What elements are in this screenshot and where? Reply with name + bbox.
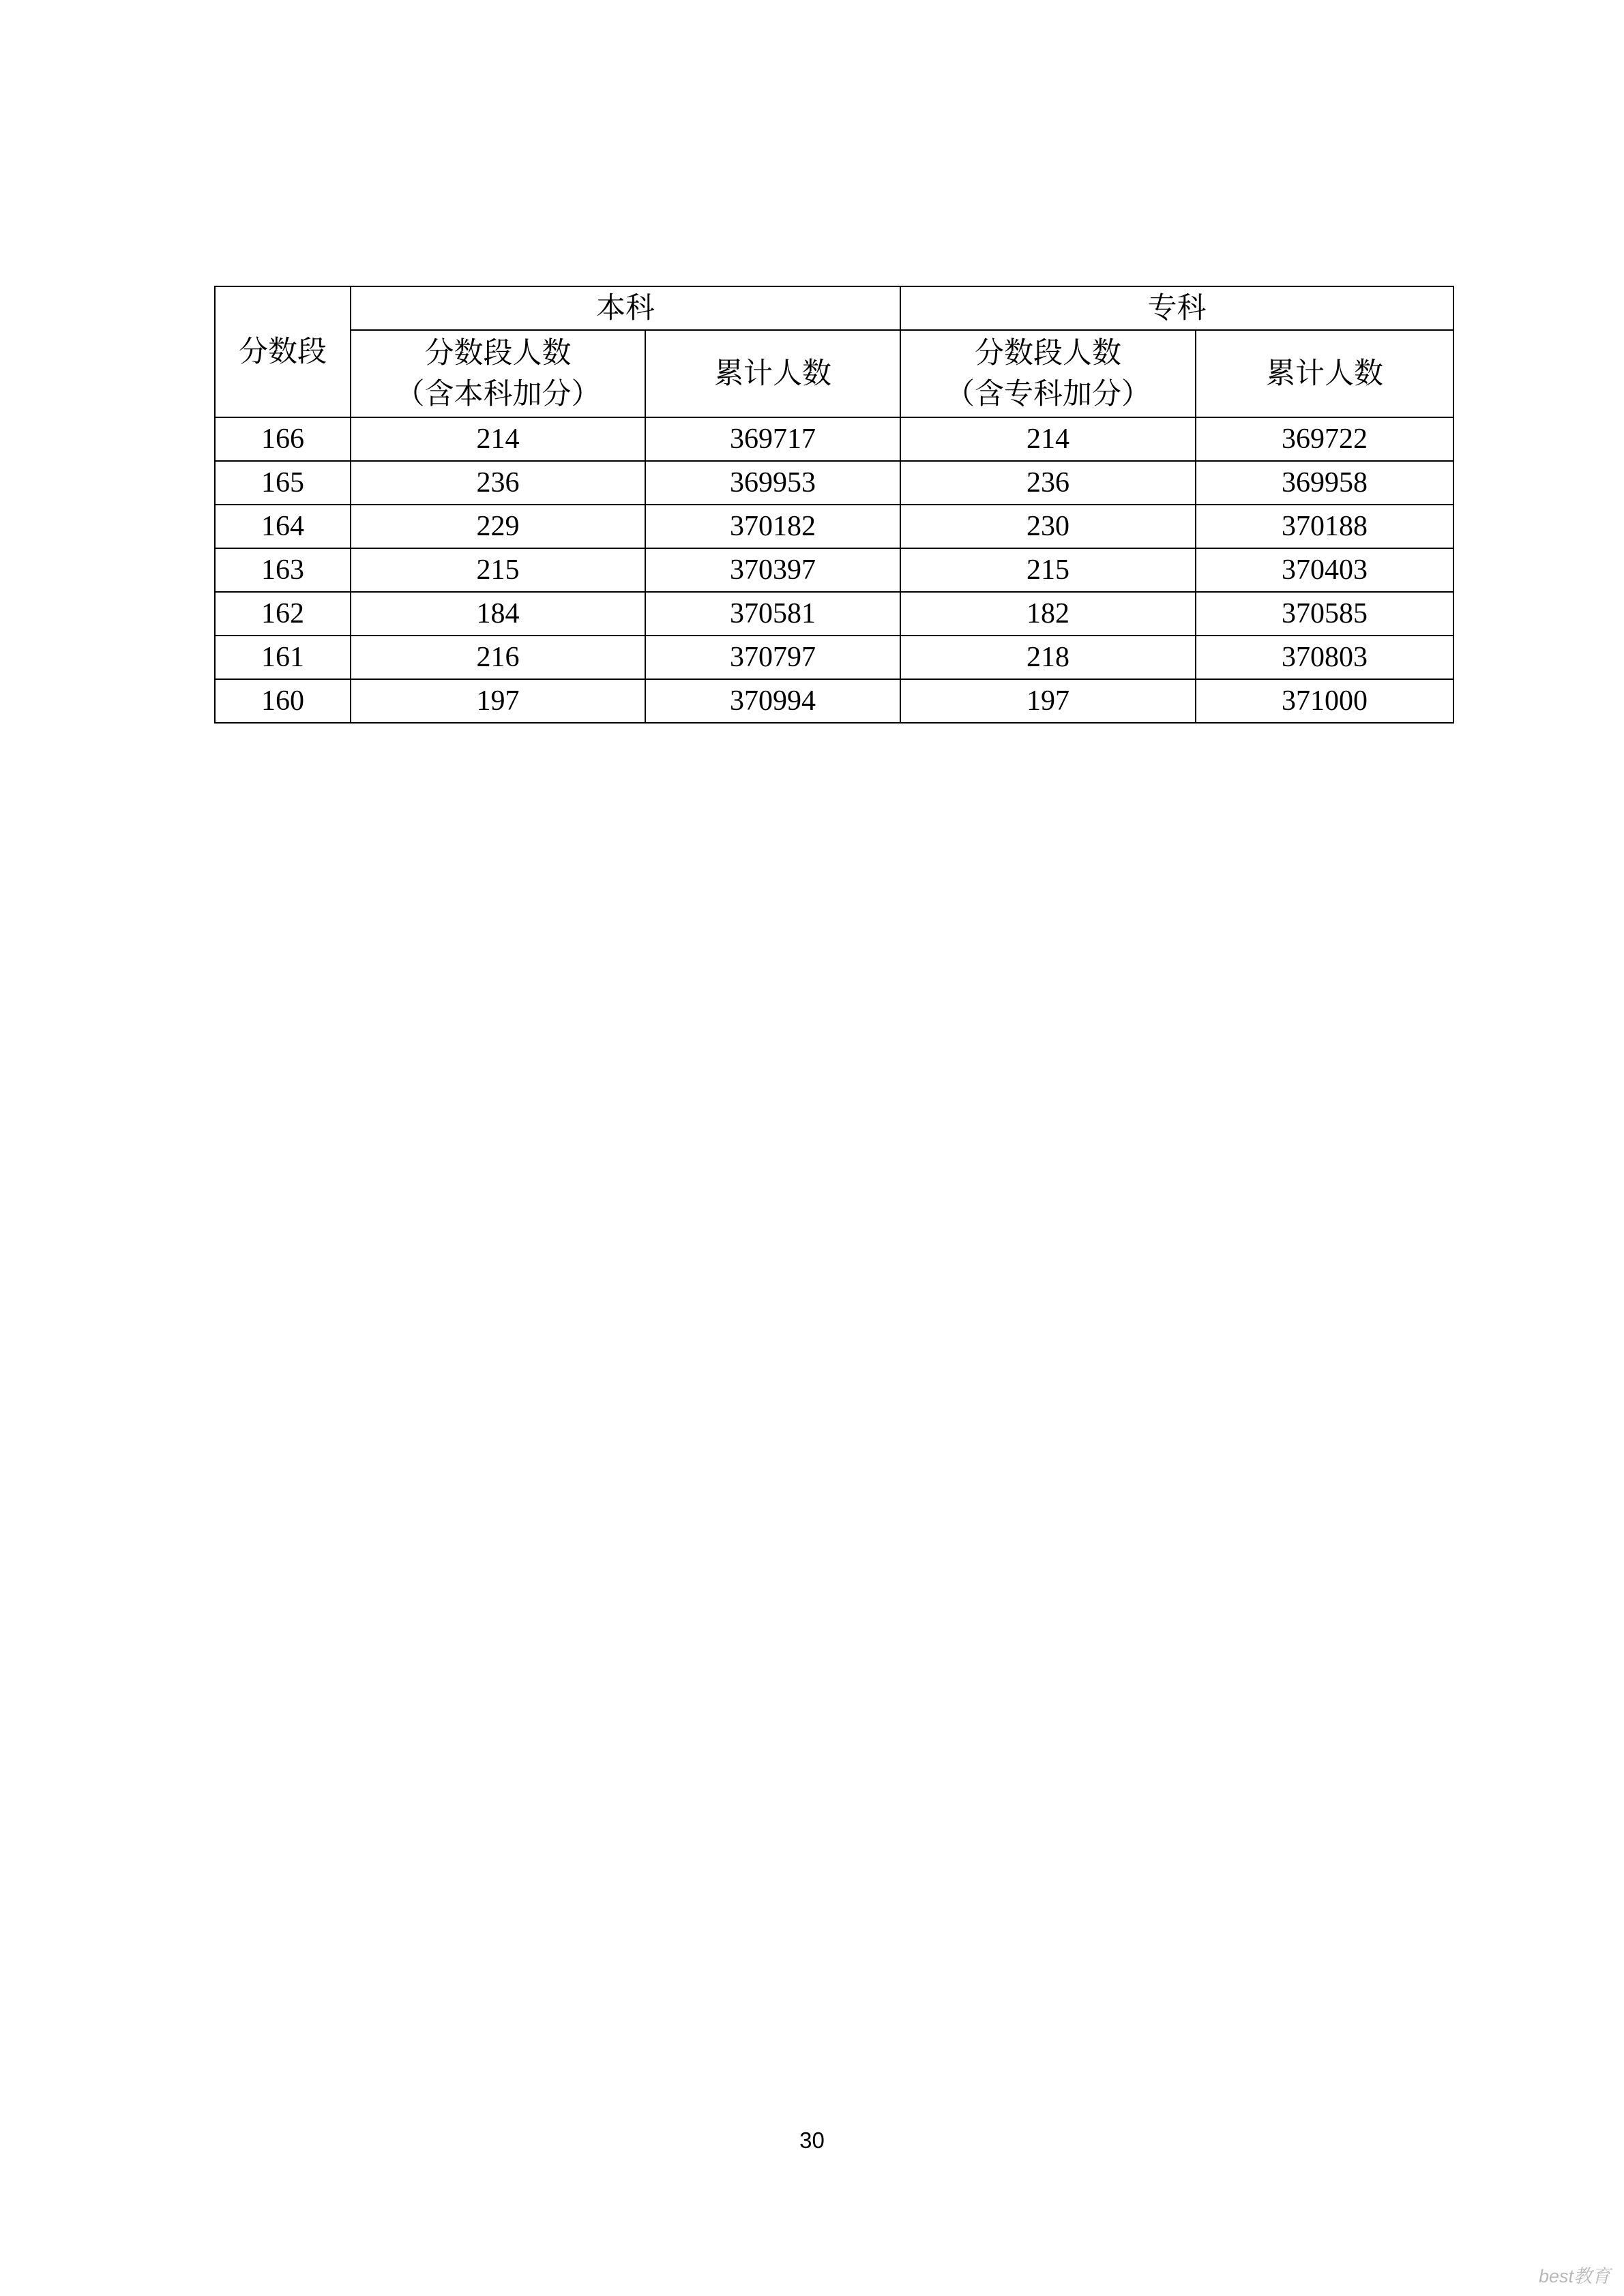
undergraduate-count-cell: 184 [351,592,645,636]
undergraduate-cumulative-cell: 370397 [645,548,900,592]
undergraduate-group-header: 本科 [351,286,900,330]
vocational-count-cell: 197 [900,679,1196,723]
score-cell: 165 [215,461,351,505]
header-row-columns [215,330,1453,417]
table-row [215,636,1453,679]
undergraduate-cumulative-cell: 369717 [645,417,900,461]
vocational-count-label: 分数段人数 [975,336,1121,370]
vocational-count-header [900,330,1196,417]
score-cell: 160 [215,679,351,723]
vocational-group-header: 专科 [900,286,1453,330]
vocational-count-cell: 236 [900,461,1196,505]
vocational-count-note: （含专科加分） [945,377,1151,411]
undergraduate-cumulative-cell: 370182 [645,505,900,548]
undergraduate-count-label: 分数段人数 [424,336,572,370]
score-cell: 164 [215,505,351,548]
undergraduate-count-cell: 229 [351,505,645,548]
vocational-count-cell: 214 [900,417,1196,461]
vocational-cumulative-cell: 371000 [1196,679,1453,723]
score-cell: 162 [215,592,351,636]
undergraduate-count-cell: 216 [351,636,645,679]
score-distribution-table [214,286,1454,724]
vocational-count-cell: 182 [900,592,1196,636]
undergraduate-cumulative-cell: 370797 [645,636,900,679]
table-row [215,417,1453,461]
score-cell: 161 [215,636,351,679]
undergraduate-count-header [351,330,645,417]
undergraduate-count-cell: 197 [351,679,645,723]
vocational-count-cell: 230 [900,505,1196,548]
undergraduate-count-note: （含本科加分） [395,377,601,411]
score-cell: 166 [215,417,351,461]
undergraduate-count-cell: 214 [351,417,645,461]
undergraduate-cumulative-cell: 370581 [645,592,900,636]
vocational-cumulative-cell: 370403 [1196,548,1453,592]
undergraduate-count-cell: 236 [351,461,645,505]
table-body [215,417,1453,723]
vocational-cumulative-cell: 370188 [1196,505,1453,548]
undergraduate-cumulative-header: 累计人数 [645,330,900,417]
undergraduate-count-cell: 215 [351,548,645,592]
header-row-groups [215,286,1453,330]
undergraduate-cumulative-cell: 370994 [645,679,900,723]
table-header [215,286,1453,417]
vocational-count-cell: 215 [900,548,1196,592]
score-cell: 163 [215,548,351,592]
undergraduate-cumulative-cell: 369953 [645,461,900,505]
table-row [215,548,1453,592]
table-row [215,505,1453,548]
vocational-cumulative-cell: 369722 [1196,417,1453,461]
page-number: 30 [799,2128,825,2153]
vocational-count-cell: 218 [900,636,1196,679]
table-row [215,461,1453,505]
vocational-cumulative-header: 累计人数 [1196,330,1453,417]
watermark: best教育 [1538,2266,1610,2286]
vocational-cumulative-cell: 370585 [1196,592,1453,636]
vocational-cumulative-cell: 370803 [1196,636,1453,679]
table-row [215,592,1453,636]
score-band-header: 分数段 [215,286,351,417]
table-row [215,679,1453,723]
vocational-cumulative-cell: 369958 [1196,461,1453,505]
